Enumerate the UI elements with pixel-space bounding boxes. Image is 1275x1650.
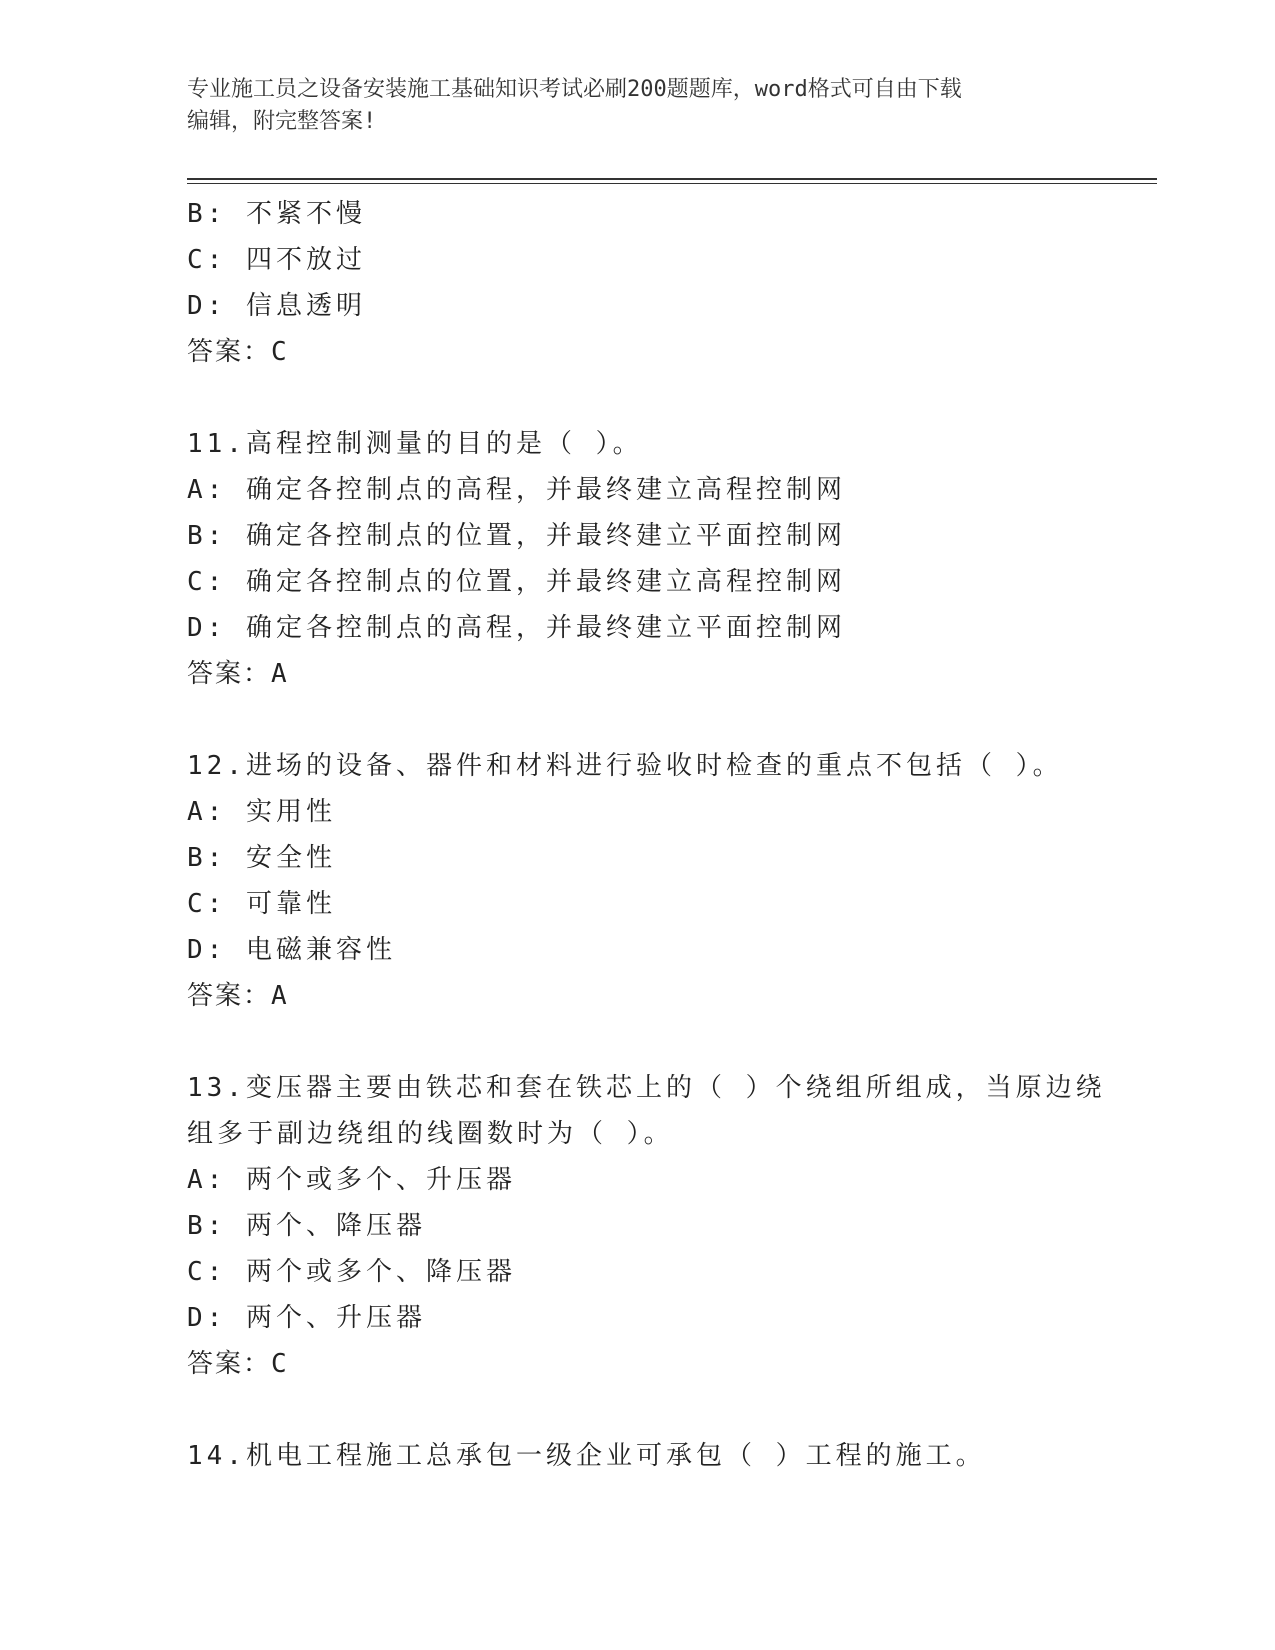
option-d: D: 信息透明 (187, 291, 366, 321)
option-c: C: 四不放过 (187, 245, 366, 275)
question-11 (187, 421, 1087, 697)
answer: 答案：C (187, 1349, 289, 1379)
option-a: A: 实用性 (187, 797, 336, 827)
option-c: C: 可靠性 (187, 889, 336, 919)
spacer (187, 697, 1087, 743)
header-title-line-2: 编辑，附完整答案! (187, 109, 377, 134)
option-b: B: 安全性 (187, 843, 336, 873)
answer: 答案：A (187, 659, 289, 689)
header-divider-thick (187, 178, 1157, 180)
answer: 答案：C (187, 337, 289, 367)
option-a: A: 确定各控制点的高程，并最终建立高程控制网 (187, 475, 846, 505)
question-12 (187, 743, 1087, 1019)
question-stem: 11.高程控制测量的目的是（ ）。 (187, 429, 643, 459)
question-14 (187, 1433, 1087, 1479)
option-d: D: 确定各控制点的高程，并最终建立平面控制网 (187, 613, 846, 643)
option-b: B: 两个、降压器 (187, 1211, 426, 1241)
option-b: B: 确定各控制点的位置，并最终建立平面控制网 (187, 521, 846, 551)
answer: 答案：A (187, 981, 289, 1011)
question-10 (187, 191, 1087, 375)
question-stem: 12.进场的设备、器件和材料进行验收时检查的重点不包括（ ）。 (187, 751, 1063, 781)
question-stem-line-2: 组多于副边绕组的线圈数时为（ ）。 (187, 1119, 674, 1149)
option-a: A: 两个或多个、升压器 (187, 1165, 516, 1195)
option-c: C: 两个或多个、降压器 (187, 1257, 516, 1287)
question-13 (187, 1065, 1106, 1387)
spacer (187, 1019, 1087, 1065)
question-list (187, 191, 1106, 1479)
option-c: C: 确定各控制点的位置，并最终建立高程控制网 (187, 567, 846, 597)
question-stem-line-1: 13.变压器主要由铁芯和套在铁芯上的（ ）个绕组所组成，当原边绕 (187, 1073, 1106, 1103)
header-divider-thin (187, 183, 1157, 184)
spacer (187, 375, 1087, 421)
question-stem: 14.机电工程施工总承包一级企业可承包（ ）工程的施工。 (187, 1441, 986, 1471)
option-b: B: 不紧不慢 (187, 199, 366, 229)
document-header (187, 74, 1087, 138)
header-title-line-1: 专业施工员之设备安装施工基础知识考试必刷200题题库，word格式可自由下载 (187, 77, 962, 102)
option-d: D: 两个、升压器 (187, 1303, 426, 1333)
option-d: D: 电磁兼容性 (187, 935, 396, 965)
spacer (187, 1387, 1087, 1433)
